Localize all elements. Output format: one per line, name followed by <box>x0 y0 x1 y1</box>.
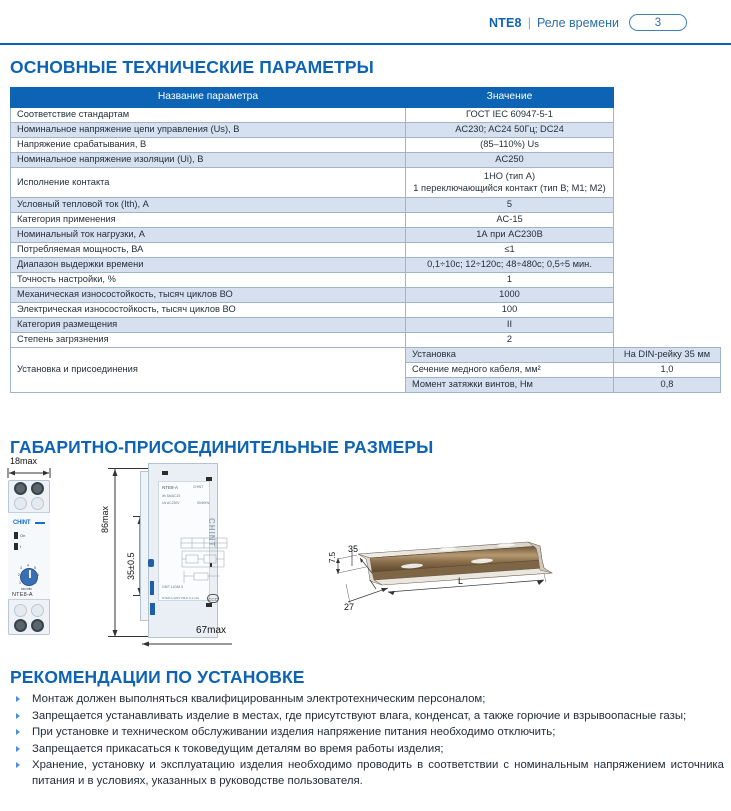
dial-unit-label: sec/min <box>21 587 32 591</box>
column-header-value: Значение <box>406 88 614 108</box>
recommendation-text: Монтаж должен выполняться квалифицированным электротехническим персоналом; <box>32 693 486 705</box>
recommendation-item <box>10 742 724 758</box>
header-breadcrumb <box>489 14 687 31</box>
table-row <box>11 213 721 228</box>
cell-parameter: Потребляемая мощность, ВА <box>11 243 406 258</box>
label-spec-line: Us AC230V <box>162 501 180 505</box>
table-row <box>11 333 721 348</box>
led-indicator-timer-icon <box>14 543 18 550</box>
recommendation-text: Запрещается устанавливать изделие в местах, где присутствуют влага, конденсат, а также горючие и взрывоопасные газы; <box>32 709 687 722</box>
cell-value: AC250 <box>406 153 614 168</box>
dimensions-section-title: ГАБАРИТНО-ПРИСОЕДИНИТЕЛЬНЫЕ РАЗМЕРЫ <box>10 437 434 457</box>
cell-parameter: Условный тепловой ток (Ith), А <box>11 198 406 213</box>
cell-value <box>406 168 614 198</box>
cell-parameter: Степень загрязнения <box>11 333 406 348</box>
svg-text:2: 2 <box>18 573 20 577</box>
recommendations-section-title: РЕКОМЕНДАЦИИ ПО УСТАНОВКЕ <box>10 667 305 687</box>
cell-parameter: Номинальный ток нагрузки, А <box>11 228 406 243</box>
cell-value: 1А при AC230В <box>406 228 614 243</box>
cell-parameter: Механическая износостойкость, тысяч циклов ВО <box>11 288 406 303</box>
table-row <box>11 198 721 213</box>
cell-parameter: Соответствие стандартам <box>11 108 406 123</box>
table-row <box>11 258 721 273</box>
header-product-name: Реле времени <box>536 15 619 30</box>
specs-section-title: ОСНОВНЫЕ ТЕХНИЧЕСКИЕ ПАРАМЕТРЫ <box>10 57 374 77</box>
recommendation-text: Хранение, установку и эксплуатацию изделия необходимо проводить в соответствии с номинальным напряжением источника питания и в условиях, указанных в руководстве пользователя. <box>32 759 724 787</box>
terminal-screw-icon <box>14 482 27 495</box>
cell-sub-parameter: Момент затяжки винтов, Нм <box>406 378 614 393</box>
table-row <box>11 273 721 288</box>
cell-parameter: Точность настройки, % <box>11 273 406 288</box>
table-head <box>11 88 721 108</box>
table-row <box>11 243 721 258</box>
svg-text:4: 4 <box>27 563 29 568</box>
cell-parameter: Напряжение срабатывания, В <box>11 138 406 153</box>
din-clip-icon <box>148 559 154 567</box>
brand-logo-side: CHINT <box>207 518 216 548</box>
column-header-parameter: Название параметра <box>11 88 406 108</box>
table-header-row <box>11 88 721 108</box>
bullet-arrow-icon <box>16 746 20 752</box>
cell-value: 1 <box>406 273 614 288</box>
svg-text:7: 7 <box>35 581 37 585</box>
label-barcode-text: NTE8-A 220V 50Hz 0,1-10s <box>162 596 200 600</box>
cell-parameter: Электрическая износостойкость, тысяч циклов ВО <box>11 303 406 318</box>
recommendation-item <box>10 692 724 708</box>
led-label-timer: t <box>20 544 22 549</box>
cell-value: ≤1 <box>406 243 614 258</box>
svg-text:5: 5 <box>34 566 36 570</box>
terminal-hole-icon <box>14 604 27 617</box>
dim-arrow-device-depth <box>140 638 236 650</box>
recommendation-text: Запрещается прикасаться к токоведущим деталям во время работы изделия; <box>32 742 444 755</box>
dim-label-rail-width: 35 <box>348 544 359 554</box>
cell-parameter: Номинальное напряжение цепи управления (Us), В <box>11 123 406 138</box>
device-side-label <box>158 481 218 602</box>
terminal-hole-icon <box>14 497 27 510</box>
din-rail-illustration <box>330 540 640 625</box>
dim-label-device-depth: 67max <box>196 625 227 636</box>
dim-label-rail-offset: 35±0.5 <box>126 552 136 580</box>
table-row <box>11 303 721 318</box>
cell-value: II <box>406 318 614 333</box>
cell-value: 100 <box>406 303 614 318</box>
cell-value: 0,8 <box>614 378 721 393</box>
cell-value-line1: 1НО (тип А) <box>483 170 536 181</box>
label-spec-line: Ith 5A/AC15 <box>162 494 181 498</box>
table-row <box>11 168 721 198</box>
device-side-view <box>140 463 218 638</box>
dim-label-rail-depth: 27 <box>344 602 355 612</box>
cell-value-line2: 1 переключающийся контакт (тип B; M1; M2) <box>413 182 606 193</box>
label-spec-line: 50/60Hz <box>197 501 210 505</box>
led-label-on: On <box>20 533 26 538</box>
recommendation-item <box>10 725 724 741</box>
cell-value: ГОСТ IEC 60947-5-1 <box>406 108 614 123</box>
cell-value: (85–110%) Us <box>406 138 614 153</box>
table-row <box>11 318 721 333</box>
cell-parameter: Категория размещения <box>11 318 406 333</box>
device-model-label-front: NTE8-A <box>12 592 33 598</box>
din-clip-icon <box>150 581 154 595</box>
cell-sub-parameter: Установка <box>406 348 614 363</box>
table-row <box>11 138 721 153</box>
cell-parameter: Номинальное напряжение изоляции (Ui), В <box>11 153 406 168</box>
cell-value: AC-15 <box>406 213 614 228</box>
table-row <box>11 228 721 243</box>
cell-value: 1000 <box>406 288 614 303</box>
dim-label-rail-height: 7.5 <box>328 551 337 563</box>
cell-parameter: Исполнение контакта <box>11 168 406 198</box>
cell-value: 2 <box>406 333 614 348</box>
label-brand-small: CHINT <box>193 485 204 489</box>
terminal-hole-icon <box>31 497 44 510</box>
bullet-arrow-icon <box>16 729 20 735</box>
bullet-arrow-icon <box>16 713 20 719</box>
terminal-hole-icon <box>31 604 44 617</box>
cell-value: На DIN-рейку 35 мм <box>614 348 721 363</box>
ccc-certification-icon: CCC <box>207 594 219 603</box>
recommendation-item <box>10 758 724 789</box>
label-standard: GB/T 14048.5 <box>162 585 184 589</box>
dim-label-device-height: 86max <box>100 505 110 533</box>
cell-value: 5 <box>406 198 614 213</box>
recommendations-list <box>10 692 724 791</box>
page-number-badge: 3 <box>629 14 687 31</box>
terminal-screw-icon <box>14 619 27 632</box>
device-front-view <box>8 480 50 635</box>
table-body <box>11 108 721 393</box>
led-indicator-on-icon <box>14 532 18 539</box>
cell-value: 0,1÷10с; 12÷120с; 48÷480с; 0,5÷5 мин. <box>406 258 614 273</box>
cell-sub-parameter: Сечение медного кабеля, мм² <box>406 363 614 378</box>
svg-text:3: 3 <box>20 566 22 570</box>
recommendation-text: При установке и техническом обслуживании изделия напряжение питания необходимо отключить; <box>32 726 556 739</box>
table-row <box>11 153 721 168</box>
page-header <box>0 0 731 44</box>
bullet-arrow-icon <box>16 762 20 768</box>
cell-group-parameter: Установка и присоединения <box>11 348 406 393</box>
table-row <box>11 288 721 303</box>
recommendation-item <box>10 709 724 725</box>
wiring-diagram-icon <box>180 537 228 589</box>
cell-value: AC230; AC24 50Гц; DC24 <box>406 123 614 138</box>
device-model-label-side: NTE8-A <box>162 485 179 490</box>
table-row <box>11 108 721 123</box>
cell-parameter: Диапазон выдержки времени <box>11 258 406 273</box>
cell-parameter: Категория применения <box>11 213 406 228</box>
specifications-table <box>10 87 721 393</box>
header-separator: | <box>527 15 531 30</box>
header-model: NTE8 <box>488 15 522 30</box>
table-row <box>11 123 721 138</box>
dim-label-front-width: 18max <box>10 456 38 466</box>
cell-value: 1,0 <box>614 363 721 378</box>
bullet-arrow-icon <box>16 696 20 702</box>
svg-text:1: 1 <box>19 581 21 585</box>
din-clip-icon <box>150 603 155 615</box>
table-row <box>11 348 721 363</box>
svg-text:6: 6 <box>37 573 39 577</box>
din-rail-drawing <box>330 540 640 625</box>
brand-logo-front: CHINT <box>13 520 31 526</box>
dim-arrow-front-width <box>6 468 54 480</box>
mounting-tab-icon <box>162 471 168 475</box>
dimension-drawings <box>0 455 731 660</box>
dim-arrow-device-height <box>108 467 122 639</box>
terminal-screw-icon <box>31 482 44 495</box>
dim-label-rail-length: L <box>458 576 464 586</box>
header-divider <box>0 43 731 45</box>
rotary-dial-knob[interactable] <box>20 568 38 586</box>
terminal-screw-icon <box>31 619 44 632</box>
